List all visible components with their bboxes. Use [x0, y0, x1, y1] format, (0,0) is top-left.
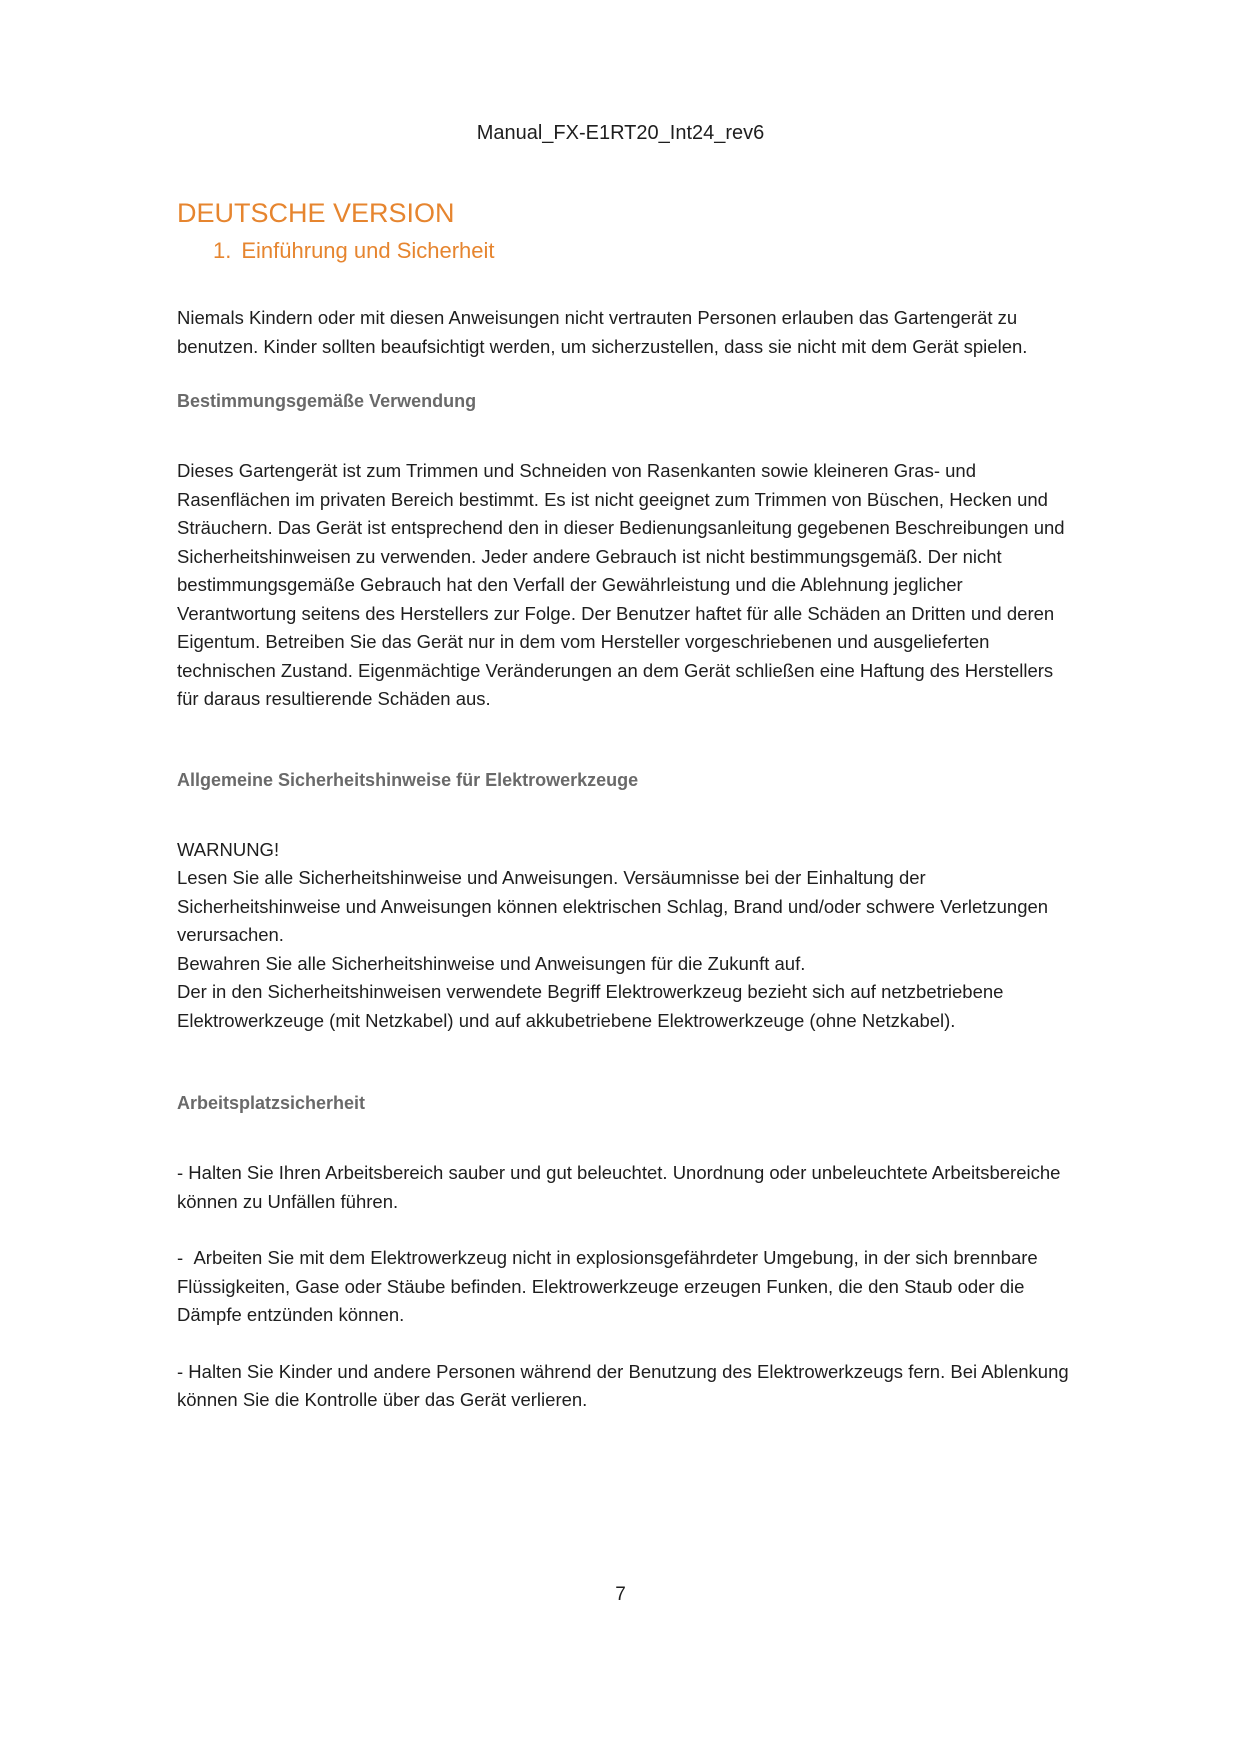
document-title: DEUTSCHE VERSION	[177, 198, 455, 228]
intended-use-heading: Bestimmungsgemäße Verwendung	[177, 391, 477, 411]
warning-line-3: Der in den Sicherheitshinweisen verwendete Begriff Elektrowerkzeug bezieht sich auf netzbetriebene Elektrowerkzeuge (mit Netzkabel) und auf akkubetriebene Elektrowerkzeuge (ohne Netzkabel).	[177, 981, 1004, 1031]
section-title-text: Einführung und Sicherheit	[241, 238, 495, 263]
intro-paragraph: Niemals Kindern oder mit diesen Anweisungen nicht vertrauten Personen erlauben das Gartengerät zu benutzen. Kinder sollten beaufsichtigt werden, um sicherzustellen, dass sie nicht mit dem Gerät spielen.	[177, 307, 1028, 357]
warning-line-1: Lesen Sie alle Sicherheitshinweise und Anweisungen. Versäumnisse bei der Einhaltung der Sicherheitshinweise und Anweisungen können elektrischen Schlag, Brand und/oder schwere Verletzungen verursachen.	[177, 867, 1049, 945]
workplace-bullet-3: - Halten Sie Kinder und andere Personen während der Benutzung des Elektrowerkzeugs fern. Bei Ablenkung können Sie die Kontrolle über das Gerät verlieren.	[177, 1360, 1069, 1410]
page-number: 7	[615, 1584, 626, 1605]
section-number: 1.	[213, 238, 232, 263]
workplace-safety-heading: Arbeitsplatzsicherheit	[177, 1093, 366, 1113]
warning-line-2: Bewahren Sie alle Sicherheitshinweise und Anweisungen für die Zukunft auf.	[177, 952, 806, 974]
document-body	[177, 196, 1077, 1415]
workplace-bullet-1: - Halten Sie Ihren Arbeitsbereich sauber und gut beleuchtet. Unordnung oder unbeleuchtete Arbeitsbereiche können zu Unfällen führen.	[177, 1162, 1061, 1212]
general-safety-heading: Allgemeine Sicherheitshinweise für Elektrowerkzeuge	[177, 769, 639, 790]
warning-label: WARNUNG!	[177, 838, 280, 860]
workplace-bullet-2: - Arbeiten Sie mit dem Elektrowerkzeug nicht in explosionsgefährdeter Umgebung, in der sich brennbare Flüssigkeiten, Gase oder Stäube befinden. Elektrowerkzeuge erzeugen Funken, die den Staub oder die Dämpfe entzünden können.	[177, 1247, 1038, 1325]
intended-use-paragraph: Dieses Gartengerät ist zum Trimmen und Schneiden von Rasenkanten sowie kleineren Gras- und Rasenflächen im privaten Bereich bestimmt. Es ist nicht geeignet zum Trimmen von Büschen, Hecken und Sträuchern. Das Gerät ist entsprechend den in dieser Bedienungsanleitung gegebenen Beschreibungen und Sicherheitshinweisen zu verwenden. Jeder andere Gebrauch ist nicht bestimmungsgemäß. Der nicht bestimmungsgemäße Gebrauch hat den Verfall der Gewährleistung und die Ablehnung jeglicher Verantwortung seitens des Herstellers zur Folge. Der Benutzer haftet für alle Schäden an Dritten und deren Eigentum. Betreiben Sie das Gerät nur in dem vom Hersteller vorgeschriebenen und ausgelieferten technischen Zustand. Eigenmächtige Veränderungen an dem Gerät schließen eine Haftung des Herstellers für daraus resultierende Schäden aus.	[177, 460, 1065, 709]
warning-block	[177, 836, 1077, 1036]
document-header: Manual_FX-E1RT20_Int24_rev6	[476, 122, 765, 144]
section-heading	[213, 236, 1077, 266]
